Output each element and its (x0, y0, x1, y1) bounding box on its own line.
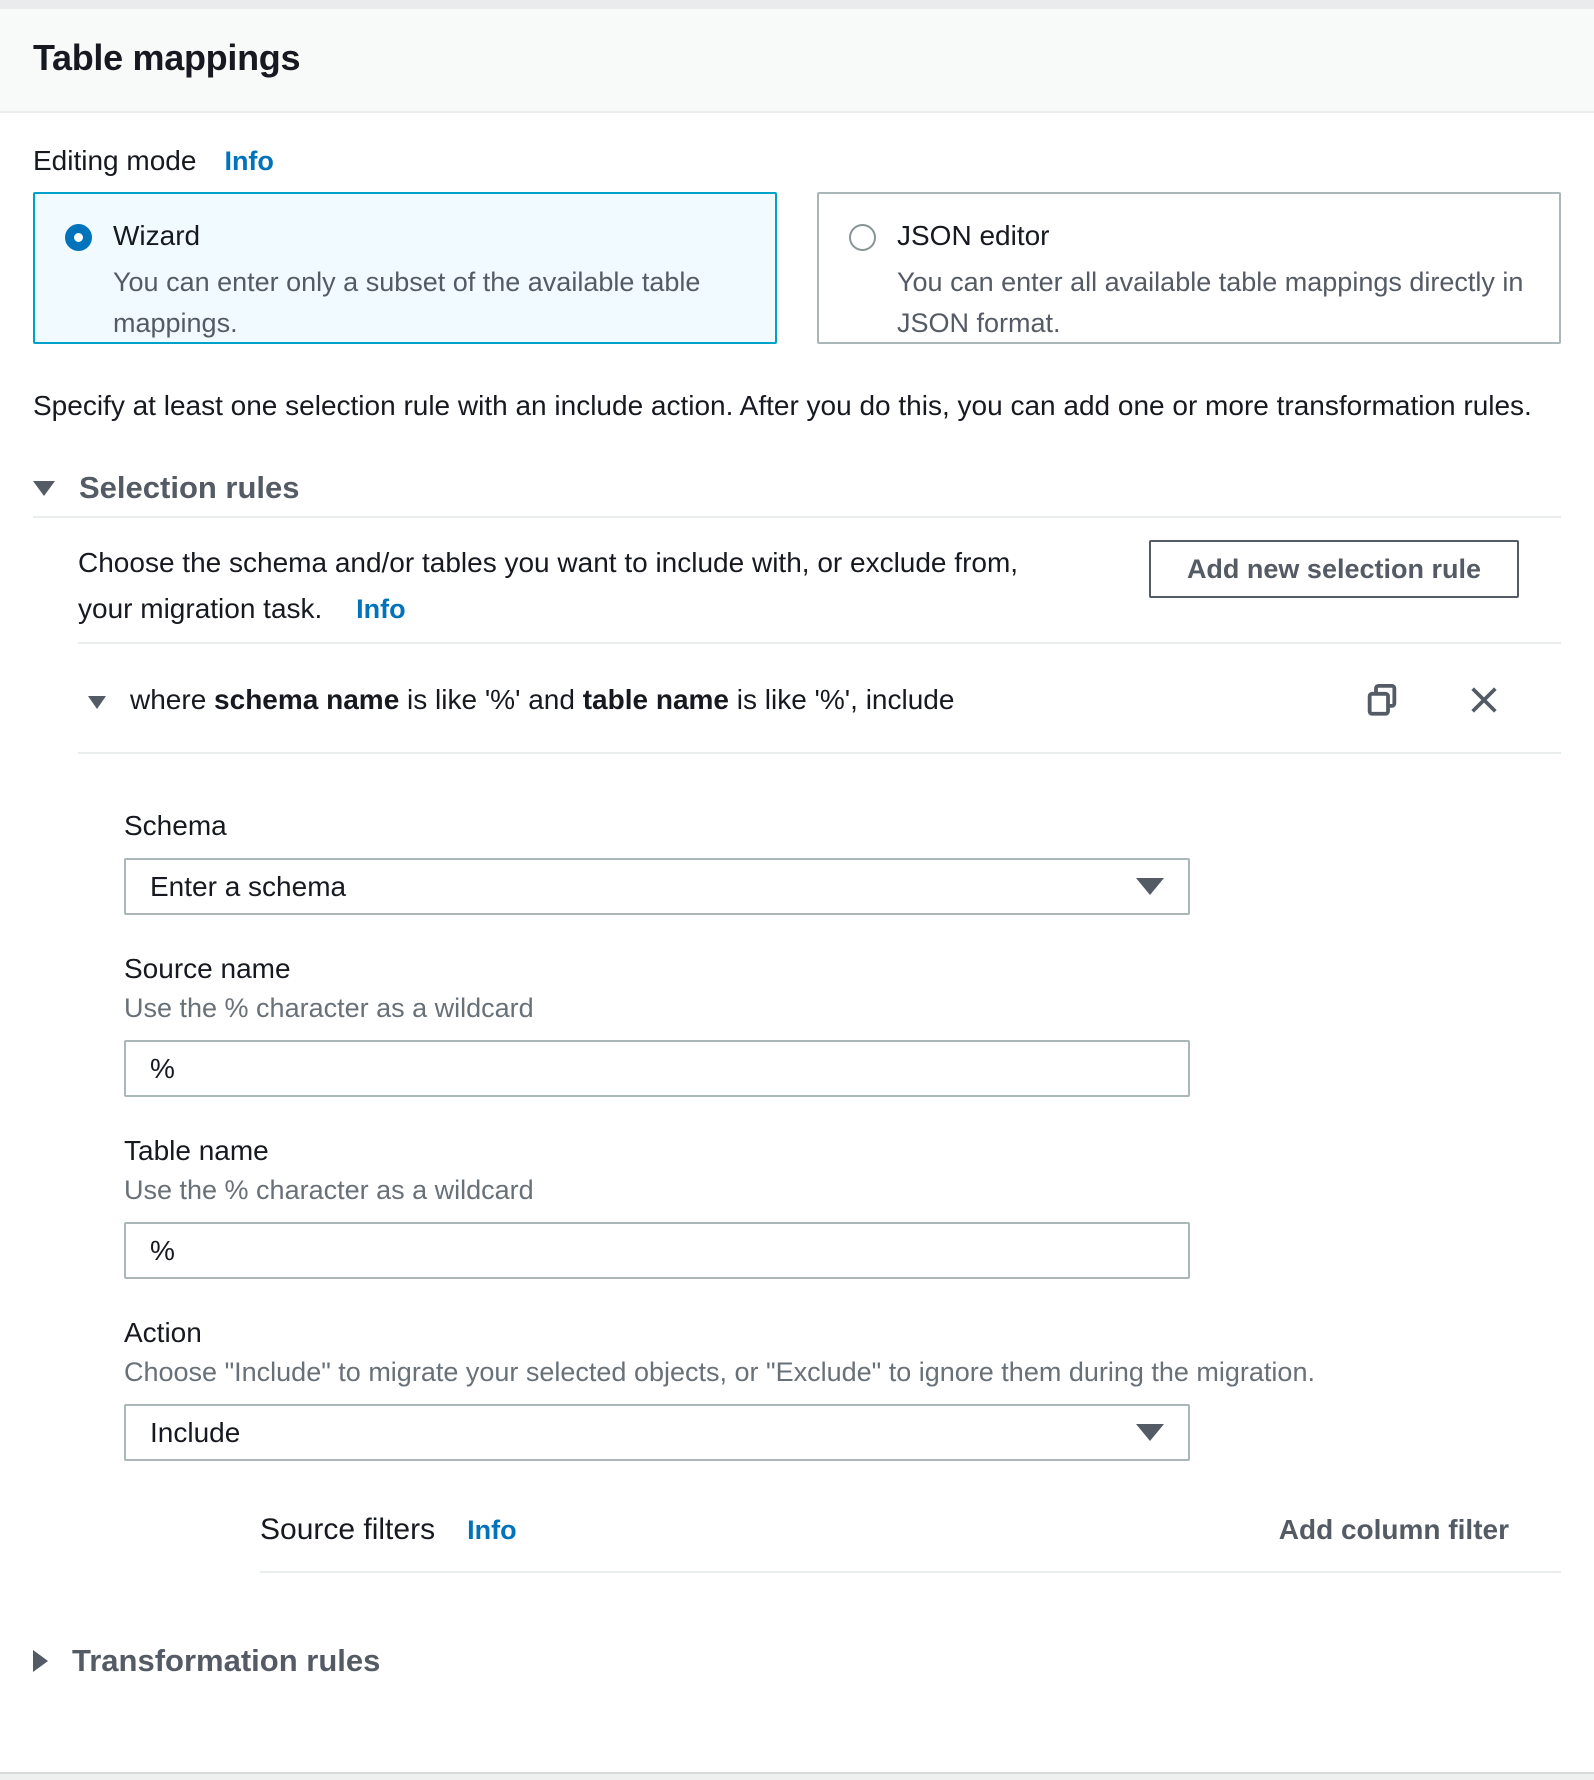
table-name-field (124, 1135, 1561, 1279)
divider (260, 1571, 1561, 1573)
table-name-hint: Use the % character as a wildcard (124, 1175, 534, 1205)
chevron-down-icon (33, 481, 55, 496)
rule-summary-prefix: where (130, 684, 215, 715)
json-editor-option-label: JSON editor (897, 220, 1050, 251)
selection-rules-description (78, 540, 1078, 632)
action-field (124, 1317, 1561, 1461)
selection-rule-summary (130, 684, 954, 716)
action-hint: Choose "Include" to migrate your selected objects, or "Exclude" to ignore them during the migration. (124, 1357, 1315, 1387)
editing-mode-option-json-editor[interactable] (817, 192, 1561, 344)
rule-summary-schema-name: schema name (214, 684, 400, 715)
action-label: Action (124, 1317, 202, 1348)
rule-summary-suffix: is like '%', include (728, 684, 955, 715)
add-new-selection-rule-button[interactable]: Add new selection rule (1149, 540, 1519, 598)
editing-mode-row (33, 145, 1561, 177)
editing-mode-option-wizard[interactable] (33, 192, 777, 344)
page-header (0, 9, 1594, 113)
selection-rule-form (124, 810, 1561, 1573)
source-name-label: Source name (124, 953, 291, 984)
editing-mode-options (33, 192, 1561, 344)
transformation-rules-header[interactable] (33, 1643, 1561, 1679)
json-editor-option-body (897, 220, 1535, 344)
table-name-label: Table name (124, 1135, 269, 1166)
source-name-field (124, 953, 1561, 1097)
transformation-rules-title: Transformation rules (72, 1643, 381, 1678)
radio-unselected-icon[interactable] (849, 224, 876, 251)
chevron-down-icon (1136, 878, 1164, 895)
editing-mode-info-link[interactable]: Info (224, 146, 274, 176)
action-select-value: Include (150, 1416, 241, 1448)
schema-field (124, 810, 1561, 915)
bottom-strip (0, 1772, 1594, 1780)
source-filters-row (260, 1513, 1561, 1547)
selection-rules-header[interactable] (33, 470, 1561, 506)
table-mappings-form (0, 145, 1594, 1679)
wizard-option-description: You can enter only a subset of the available table mappings. (113, 267, 701, 338)
page-title: Table mappings (33, 37, 301, 78)
rule-summary-table-name: table name (582, 684, 729, 715)
close-icon (1467, 683, 1501, 717)
chevron-down-icon[interactable] (88, 696, 106, 709)
schema-label: Schema (124, 810, 227, 841)
copy-icon (1363, 680, 1401, 720)
divider (78, 752, 1561, 754)
intro-text: Specify at least one selection rule with an include action. After you do this, you can add one or more transformation rules. (33, 390, 1532, 421)
wizard-option-label: Wizard (113, 220, 201, 251)
source-name-input[interactable] (124, 1040, 1190, 1097)
top-strip (0, 0, 1594, 9)
schema-select-value: Enter a schema (150, 870, 347, 902)
chevron-down-icon (1136, 1424, 1164, 1441)
radio-selected-icon[interactable] (65, 224, 92, 251)
json-editor-option-description: You can enter all available table mappings directly in JSON format. (897, 267, 1524, 338)
source-filters-title: Source filters (260, 1513, 436, 1546)
chevron-right-icon (33, 1650, 48, 1672)
wizard-option-body (113, 220, 751, 344)
selection-rules-description-row (33, 540, 1561, 632)
duplicate-rule-button[interactable] (1363, 680, 1401, 720)
editing-mode-label: Editing mode (33, 145, 197, 176)
action-select[interactable] (124, 1404, 1190, 1461)
remove-rule-button[interactable] (1467, 683, 1501, 717)
add-column-filter-button[interactable]: Add column filter (1278, 1514, 1509, 1545)
rule-summary-middle: is like '%' and (399, 684, 583, 715)
schema-select[interactable] (124, 858, 1190, 915)
selection-rules-description-text: Choose the schema and/or tables you want to include with, or exclude from, your migration task. (78, 547, 1019, 624)
selection-rules-info-link[interactable]: Info (356, 594, 406, 624)
divider (33, 516, 1561, 518)
table-name-input[interactable] (124, 1222, 1190, 1279)
selection-rule-summary-row (33, 644, 1561, 752)
source-filters-info-link[interactable]: Info (467, 1515, 517, 1545)
source-name-hint: Use the % character as a wildcard (124, 993, 534, 1023)
selection-rules-title: Selection rules (79, 470, 300, 505)
